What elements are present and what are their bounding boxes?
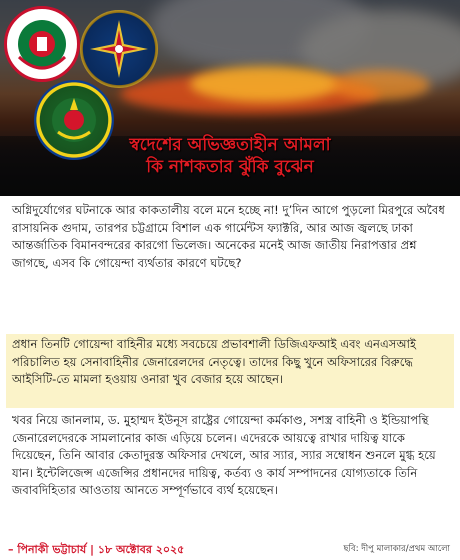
fire-glow: [190, 66, 340, 102]
headline-line-1: স্বদেশের অভিজ্ঞতাহীন আমলা: [129, 135, 331, 155]
paragraph: খবর নিয়ে জানলাম, ড. মুহাম্মদ ইউনূস রাষ্ট্রের গোয়েন্দা কর্মকাণ্ড, সশস্ত্র বাহিনী ও ইন্ডিয়াপন্থি জেনারেলদেরকে সামলানোর কাজ এড়িয়ে চলেন। এদেরকে আয়ত্বে রাখার দায়িত্ব যাকে দিয়েছেন, তিনি আবার কেতাদুরস্ত অফিসার দেখলে, আর স্যার, স্যার সম্বোধন শুনলে মুগ্ধ হয়ে যান। ইন্টেলিজেন্স এজেন্সির প্রধানদের দায়িত্ব, কর্তব্য ও কার্য সম্পাদনের যোগ্যতাকে তিনি জবাবদিহিতার আওতায় আনতে সম্পূর্ণভাবে ব্যর্থ হয়েছেন।: [12, 413, 436, 497]
fire-glow: [330, 70, 430, 100]
paragraph: অগ্নিদুর্যোগের ঘটনাকে আর কাকতালীয় বলে মনে হচ্ছে না! দু’দিন আগে পুড়লো মিরপুরে অবৈধ রাসায়নিক গুদাম, তারপর চট্টগ্রামে বিশাল এক গার্মেন্টস ফ্যাক্টরি, আর আজ জ্বলছে ঢাকা আন্তর্জাতিক বিমানবন্দরের কারগো ভিলেজ। অনেকের মনেই আজ জাতীয় নিরাপত্তার প্রশ্ন জাগছে, এসব কি গোয়েন্দা ব্যর্থতার কারণে ঘটছে?: [12, 203, 445, 270]
headline: [0, 134, 460, 178]
highlighted-paragraph: প্রধান তিনটি গোয়েন্দা বাহিনীর মধ্যে সবচেয়ে প্রভাবশালী ডিজিএফআই এবং এনএসআই পরিচালিত হয় সেনাবাহিনীর জেনারেলদের নেতৃত্বে। তাদের কিছু খুনে অফিসারের বিরুদ্ধে আইসিটি-তে মামলা হওয়ায় ওনারা খুব বেজার হয়ে আছেন।: [6, 334, 454, 408]
bangladesh-emblem-logo: [4, 6, 80, 82]
author-byline: – পিনাকী ভট্টাচার্য | ১৮ অক্টোবর ২০২৫: [8, 543, 185, 556]
compass-star-emblem-logo: [80, 10, 158, 88]
photo-credit: ছবি: দীপু মালাকার/প্রথম আলো: [343, 544, 450, 554]
hero-banner: [0, 0, 460, 196]
footer: [0, 541, 460, 557]
article-body: [0, 196, 460, 560]
headline-line-2: কি নাশকতার ঝুঁকি বুঝেন: [146, 157, 314, 177]
